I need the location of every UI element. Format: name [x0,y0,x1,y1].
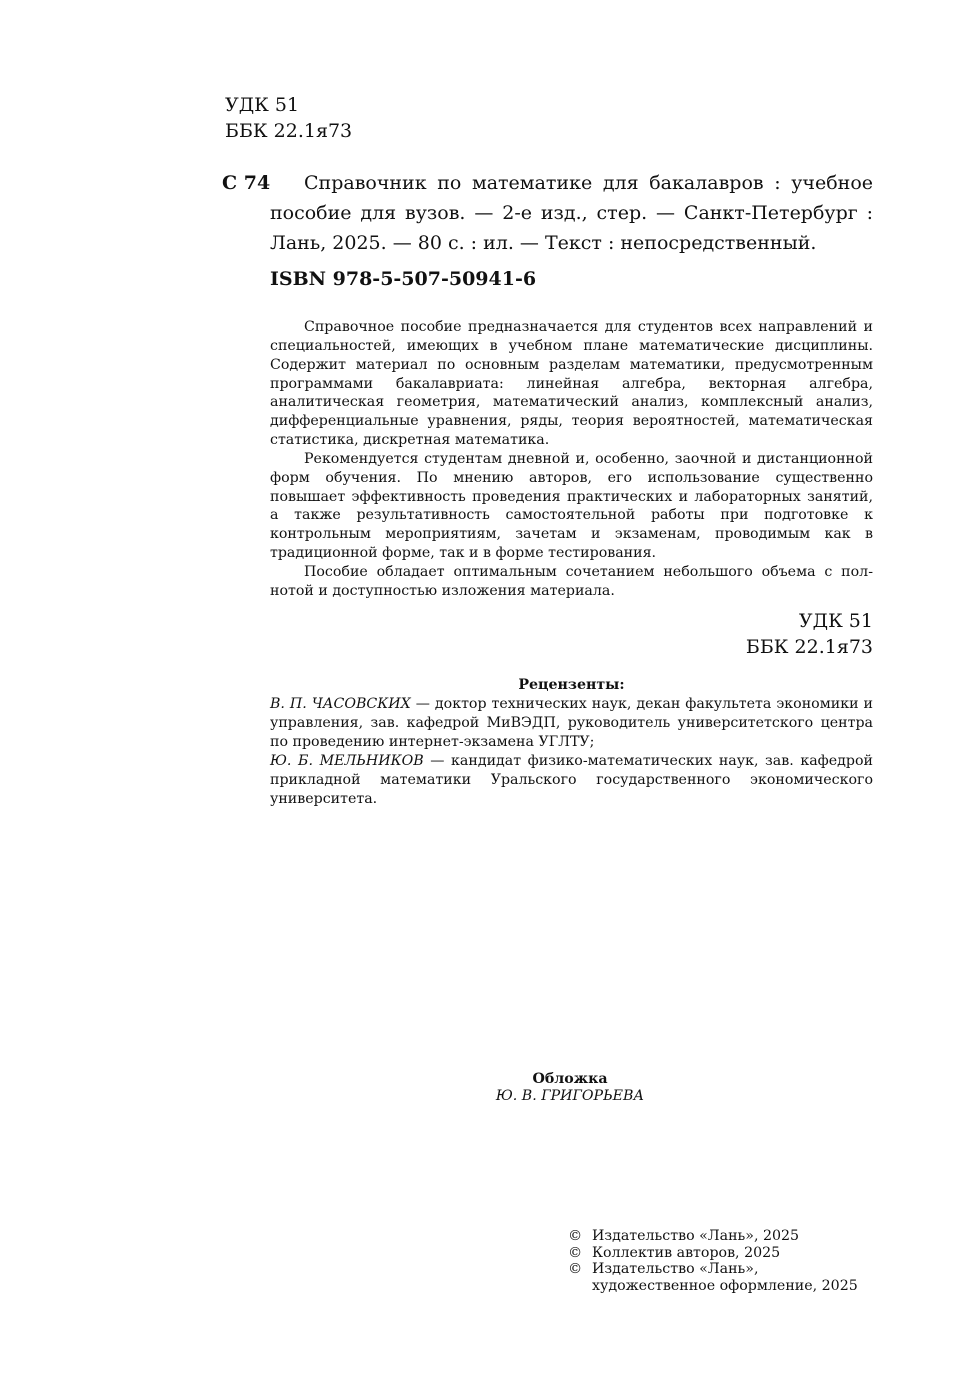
copyright-icon: © [568,1244,583,1261]
copyright-line [568,1228,858,1245]
copyright-line [568,1261,858,1278]
copyright-text: Издательство «Лань», 2025 [592,1228,800,1244]
isbn: ISBN 978-5-507-50941-6 [270,268,537,290]
udk-code: УДК 51 [225,94,300,116]
annotation-paragraph: Пособие обладает оптимальным сочетанием небольшого объема с полнотой и доступностью изложения материала. [270,563,873,599]
reviewer-name: В. П. ЧАСОВСКИХ [270,696,411,712]
reviewer-entry [270,695,873,752]
reviewer-entry [270,752,873,809]
author-cipher: С 74 [222,172,271,194]
reviewers-heading: Рецензенты: [518,677,625,693]
reviewer-description: — кандидат физико-математических наук, зав. кафедрой прикладной математики Уральского государственного экономического университета. [270,753,873,807]
udk-code: УДК 51 [798,610,873,632]
bbk-code: ББК 22.1я73 [225,120,353,142]
reviewer-name: Ю. Б. МЕЛЬНИКОВ [270,753,424,769]
copyright-continuation: художественное оформление, 2025 [592,1277,858,1294]
cover-heading: Обложка [532,1071,608,1087]
copyright-icon: © [568,1261,583,1277]
copyright-text: Издательство «Лань», [592,1261,759,1277]
annotation-paragraph: Рекомендуется студентам дневной и, особенно, заочной и дистанционной форм обучения. По мнению авторов, его использование существенно повышает эффективность проведения практических и лабораторных занятий, а также результативность самостоятельной работы при подготовке к контрольным мероприятиям, зачетам и экзаменам, проводимым как в традиционной форме, так и в форме тестирования. [270,450,873,562]
copyright-icon: © [568,1228,583,1244]
reviewer-description: — доктор технических наук, декан факультета экономики и управления, зав. кафедрой МиВЭДП, руководитель университетского центра по проведению интернет-экзамена УГЛТУ; [270,696,873,750]
bbk-code: ББК 22.1я73 [745,636,873,658]
reviewers-section [270,676,873,809]
copyright-line [568,1245,858,1262]
cover-designer-name: Ю. В. ГРИГОРЬЕВА [495,1088,645,1104]
annotation-paragraph: Справочное пособие предназначается для студентов всех направлений и специальностей, имеющих в учебном плане математические дисциплины. Содержит материал по основным разделам математики, предусмотренным программами бакалавриата: линейная алгебра, векторная алгебра, аналитическая геометрия, математический анализ, комплексный анализ, дифференциальные уравнения, ряды, теория вероятностей, математическая статистика, дискретная математика. [270,319,873,449]
copyright-text: Коллектив авторов, 2025 [592,1244,781,1261]
top-classification-codes [225,92,352,144]
copyright-block [568,1228,858,1294]
bibliographic-entry [270,168,873,258]
annotation [270,318,873,601]
bibliographic-description: Справочник по математике для бакалавров : учебное пособие для вузов. — 2-е изд., стер. — Санкт-Петербург : Лань, 2025. — 80 с. : ил. — Текст : непосредственный. [270,172,873,254]
right-classification-codes [620,608,873,660]
cover-credit [420,1071,720,1105]
